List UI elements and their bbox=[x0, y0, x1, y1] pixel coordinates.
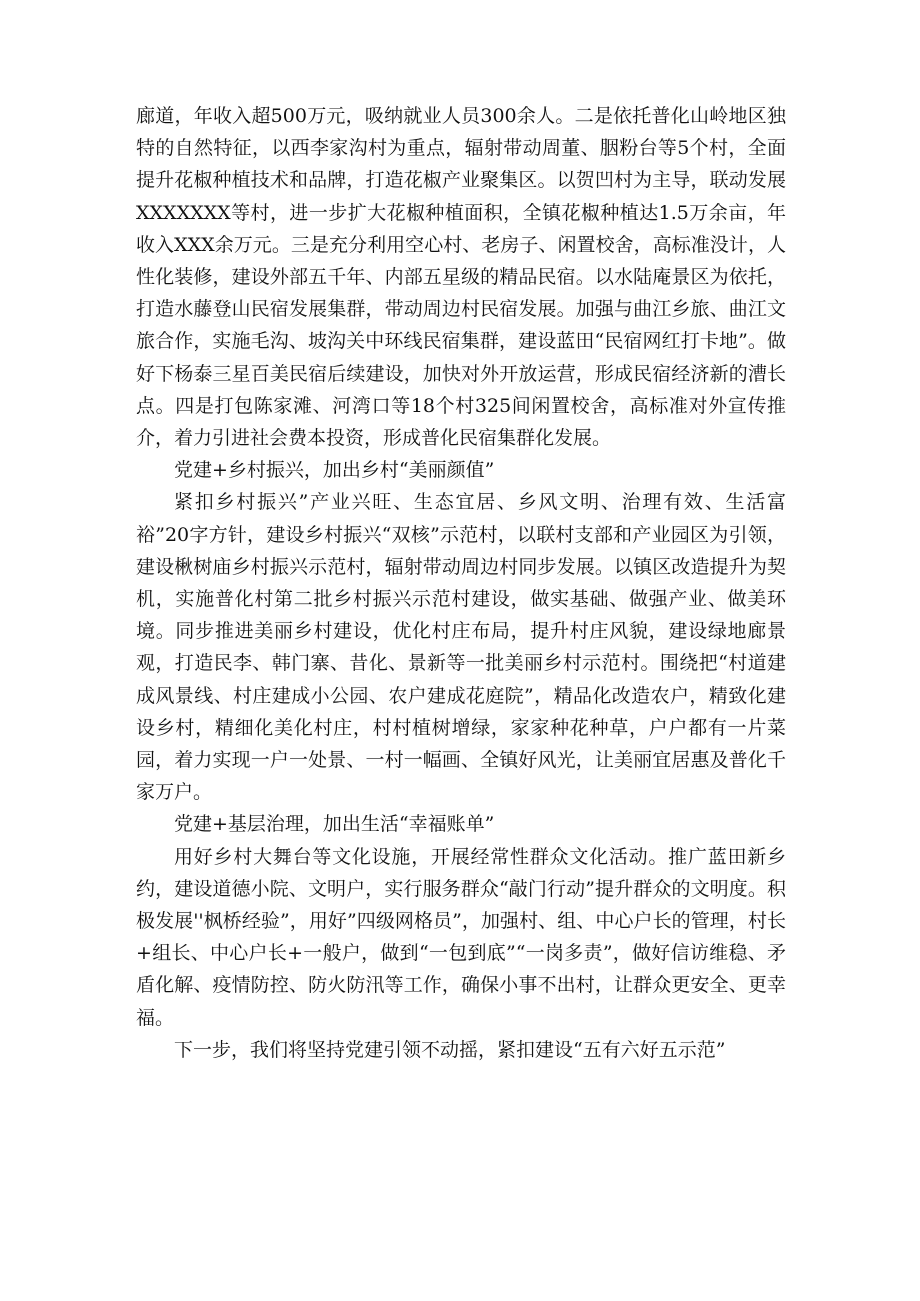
section-heading-grassroots-governance: 党建+基层治理，加出生活“幸福账单” bbox=[174, 813, 495, 836]
paragraph-rural-revitalization: 紧扣乡村振兴”产业兴旺、生态宜居、乡风文明、治理有效、生活富裕”20字方针，建设乡村振兴“双核”示范村，以联村支部和产业园区为引领，建设楸树庙乡村振兴示范村，辐射带动周边村同步发展。以镇区改造提升为契机，实施普化村第二批乡村振兴示范村建设，做实基础、做强产业、做美环境。同步推进美丽乡村建设，优化村庄布局，提升村庄风貌，建设绿地廊景观，打造民李、韩门寨、昔化、景新等一批美丽乡村示范村。围绕把“村道建成风景线、村庄建成小公园、农户建成花庭院”，精品化改造农户，精致化建设乡村，精细化美化村庄，村村植树增绿，家家种花种草，户户都有一片菜园，着力实现一户一处景、一村一幅画、全镇好风光，让美丽宜居惠及普化千家万户。 bbox=[136, 491, 786, 804]
paragraph-grassroots-governance: 用好乡村大舞台等文化设施，开展经常性群众文化活动。推广蓝田新乡约，建设道德小院、文明户，实行服务群众“敲门行动”提升群众的文明度。积极发展''枫桥经验”，用好”四级网格员”，加强村、组、中心户长的管理，村长+组长、中心户长+一般户，做到“一包到底”“一岗多责”，做好信访维稳、矛盾化解、疫情防控、防火防汛等工作，确保小事不出村，让群众更安全、更幸福。 bbox=[136, 845, 786, 1029]
paragraph-continuation: 廊道，年收入超500万元，吸纳就业人员300余人。二是依托普化山岭地区独特的自然特征，以西李家沟村为重点，辐射带动周董、胭粉台等5个村，全面提升花椒种植技术和品牌，打造花椒产业聚集区。以贺凹村为主导，联动发展XXXXXXX等村，进一步扩大花椒种植面积，全镇花椒种植达1.5万余亩，年收入XXX余万元。三是充分利用空心村、老房子、闲置校舍，高标准没计，人性化装修，建设外部五千年、内部五星级的精品民宿。以水陆庵景区为依托，打造水藤登山民宿发展集群，带动周边村民宿发展。加强与曲江乡旅、曲江文旅合作，实施毛沟、坡沟关中环线民宿集群，建设蓝田“民宿网红打卡地”。做好下杨泰三星百美民宿后续建设，加快对外开放运营，形成民宿经济新的漕长点。四是打包陈家滩、河湾口等18个村325间闲置校舍，高标准对外宣传推介，着力引进社会费本投资，形成普化民宿集群化发展。 bbox=[136, 105, 786, 450]
section-heading-rural-revitalization: 党建+乡村振兴，加出乡村“美丽颜值” bbox=[174, 459, 495, 482]
paragraph-next-steps: 下一步，我们将坚持党建引领不动摇，紧扣建设“五有六好五示范” bbox=[174, 1038, 726, 1061]
document-body bbox=[136, 100, 786, 1066]
